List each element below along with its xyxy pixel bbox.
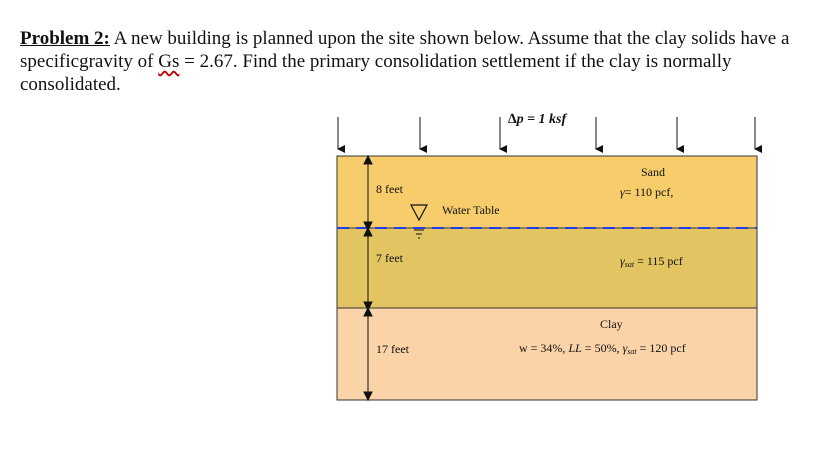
sand-gamma-symbol: γ (620, 185, 625, 199)
sand-gamma-value: = 110 pcf, (624, 185, 674, 199)
sand-gamma-sat-value: = 115 pcf (634, 254, 683, 268)
problem-text-after: = 2.67. Find the primary consolidation settlement if the clay is normally consolidated. (20, 51, 732, 95)
clay-gamma-sat-value: = 120 pcf (636, 341, 686, 355)
sand-sat-thickness: 7 feet (376, 251, 403, 265)
clay-properties (519, 341, 686, 356)
sand-sat-subscript: sat (624, 260, 635, 269)
water-table-label: Water Table (442, 203, 500, 217)
sand-gamma-sat-symbol: γ (620, 254, 625, 268)
sand-dry-thickness: 8 feet (376, 182, 403, 196)
problem-heading: Problem 2: (20, 28, 110, 49)
clay-water-content: w = 34%, (519, 341, 569, 355)
sand-saturated-layer (337, 228, 757, 308)
sand-unit-weight (620, 185, 673, 199)
clay-gamma-sat-symbol: γ (622, 341, 628, 355)
clay-ll-value: = 50%, (581, 341, 623, 355)
clay-thickness: 17 feet (376, 342, 409, 356)
clay-label: Clay (600, 317, 623, 331)
problem-text-before: A new building is planned upon the site shown below. Assume that the clay solids have a specificgravity of (20, 28, 790, 72)
sand-label: Sand (641, 165, 665, 179)
clay-sat-subscript: sat (627, 347, 637, 356)
gs-symbol: Gs (158, 51, 180, 72)
clay-ll-symbol: LL (568, 341, 582, 355)
load-label: ∆p = 1 ksf (508, 112, 567, 127)
